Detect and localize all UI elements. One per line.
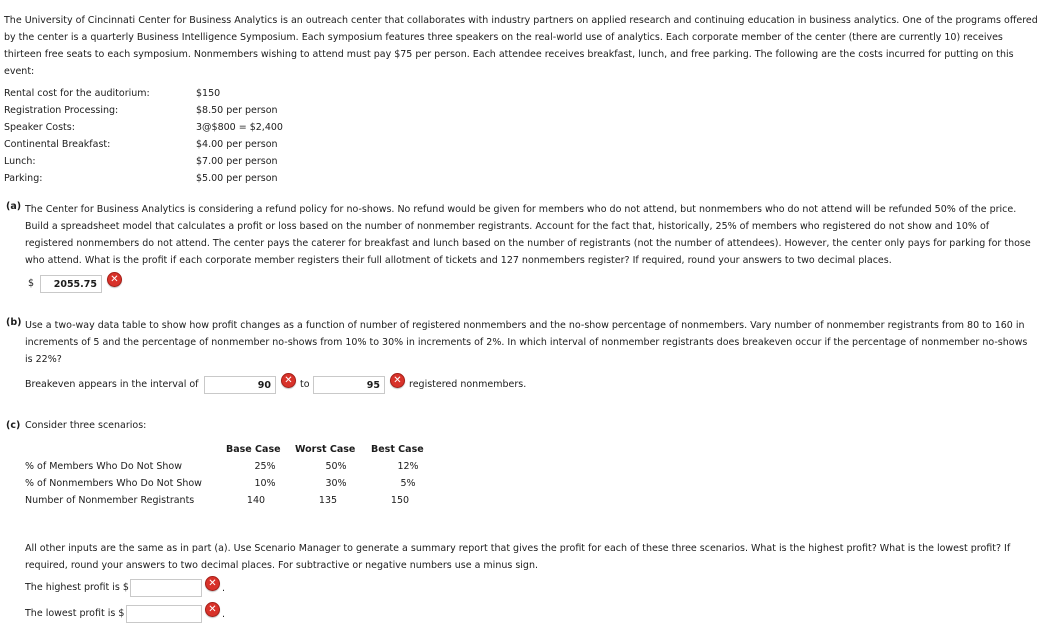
part-c-line: All other inputs are the same as in part (a). Use Scenario Manager to generate a summary report that gives the profit for each of these three scenarios. What is the highest profit? What is the lowest profit? If	[25, 543, 1011, 554]
part-a-line: The Center for Business Analytics is considering a refund policy for no-shows. No refund would be given for members who do not attend, but nonmembers who do not attend will be refunded 50% of the price.	[25, 204, 1017, 215]
part-a-line: who attend. What is the profit if each corporate member registers their full allotment of tickets and 127 nonmembers register? If required, round your answers to two decimal places.	[25, 255, 892, 266]
intro-paragraph	[4, 12, 1038, 80]
cell-worst: 135	[318, 495, 338, 506]
lowest-profit-input[interactable]	[126, 605, 202, 623]
scenario-table	[0, 444, 440, 514]
cell-base: 25%	[254, 461, 276, 472]
incorrect-icon: ✕	[107, 272, 122, 287]
cell-base: 10%	[254, 478, 276, 489]
breakeven-prefix: Breakeven appears in the interval of	[25, 379, 199, 390]
intro-line: thirteen free seats to each symposium. Nonmembers wishing to attend must pay $75 per person. Each attendee receives breakfast, lunch, and free parking. The following are the costs incurred for putting on this	[4, 49, 1014, 60]
cost-label-registration: Registration Processing:	[4, 105, 119, 116]
breakeven-to-label: to	[300, 379, 310, 390]
part-b-line: increments of 5 and the percentage of nonmember no-shows from 10% to 30% in increments of 2%. In which interval of nonmember registrants does breakeven occur if the percentage of nonmember no-shows	[25, 337, 1028, 348]
part-b-tag: (b)	[6, 317, 22, 328]
breakeven-low-input[interactable]	[204, 376, 276, 394]
part-a-line: Build a spreadsheet model that calculates a profit or loss based on the number of nonmember registrants. Account for the fact that, historically, 25% of members who registered do not show and 10% of	[25, 221, 990, 232]
cost-value-parking: $5.00 per person	[196, 173, 278, 184]
part-a-question	[25, 201, 1031, 269]
cost-label-rental: Rental cost for the auditorium:	[4, 88, 150, 99]
row-label-nonmembers-no-show: % of Nonmembers Who Do Not Show	[25, 478, 202, 489]
header-best-case: Best Case	[371, 444, 424, 455]
cost-value-rental: $150	[196, 88, 221, 99]
cost-label-parking: Parking:	[4, 173, 43, 184]
part-a-tag: (a)	[6, 201, 22, 212]
cell-worst: 50%	[325, 461, 347, 472]
cost-value-registration: $8.50 per person	[196, 105, 278, 116]
lowest-profit-label: The lowest profit is $	[25, 608, 125, 619]
cell-best: 12%	[397, 461, 419, 472]
cell-best: 150	[390, 495, 410, 506]
incorrect-icon: ✕	[205, 576, 220, 591]
header-base-case: Base Case	[226, 444, 281, 455]
costs-list	[0, 88, 400, 198]
highest-profit-label: The highest profit is $	[25, 582, 129, 593]
intro-line: by the center is a quarterly Business Intelligence Symposium. Each symposium features three speakers on the real-world use of analytics. Each corporate member of the center (there are currently 10) receives	[4, 32, 1003, 43]
period: .	[222, 609, 226, 620]
breakeven-high-input[interactable]	[313, 376, 385, 394]
intro-line: event:	[4, 66, 35, 77]
row-label-members-no-show: % of Members Who Do Not Show	[25, 461, 182, 472]
highest-profit-input[interactable]	[130, 579, 202, 597]
part-c-line: required, round your answers to two decimal places. For subtractive or negative numbers use a minus sign.	[25, 560, 538, 571]
cell-base: 140	[246, 495, 266, 506]
cost-value-breakfast: $4.00 per person	[196, 139, 278, 150]
incorrect-icon: ✕	[281, 373, 296, 388]
breakeven-suffix: registered nonmembers.	[409, 379, 527, 390]
cell-worst: 30%	[325, 478, 347, 489]
cost-label-lunch: Lunch:	[4, 156, 36, 167]
part-c-question	[25, 540, 1010, 574]
part-a-currency: $	[28, 278, 35, 289]
part-c-tag: (c)	[6, 420, 21, 431]
part-c-intro: Consider three scenarios:	[25, 420, 147, 431]
cost-value-speaker: 3@$800 = $2,400	[196, 122, 283, 133]
incorrect-icon: ✕	[390, 373, 405, 388]
row-label-nonmember-registrants: Number of Nonmember Registrants	[25, 495, 195, 506]
part-b-question	[25, 317, 1027, 368]
part-b-line: Use a two-way data table to show how profit changes as a function of number of registered nonmembers and the no-show percentage of nonmembers. Vary number of nonmember registrants from 80 to 160 in	[25, 320, 1025, 331]
part-a-line: registered nonmembers do not attend. The center pays the caterer for breakfast and lunch based on the number of registrants (not the number of attendees). However, the center only pays for parking for those	[25, 238, 1031, 249]
part-b-line: is 22%?	[25, 354, 62, 365]
intro-line: The University of Cincinnati Center for Business Analytics is an outreach center that collaborates with industry partners on applied research and continuing education in business analytics. One of the programs offered	[4, 15, 1038, 26]
cost-label-speaker: Speaker Costs:	[4, 122, 75, 133]
part-a-answer-input[interactable]	[40, 275, 102, 293]
header-worst-case: Worst Case	[295, 444, 356, 455]
cost-value-lunch: $7.00 per person	[196, 156, 278, 167]
period: .	[222, 583, 226, 594]
cost-label-breakfast: Continental Breakfast:	[4, 139, 111, 150]
cell-best: 5%	[400, 478, 416, 489]
incorrect-icon: ✕	[205, 602, 220, 617]
